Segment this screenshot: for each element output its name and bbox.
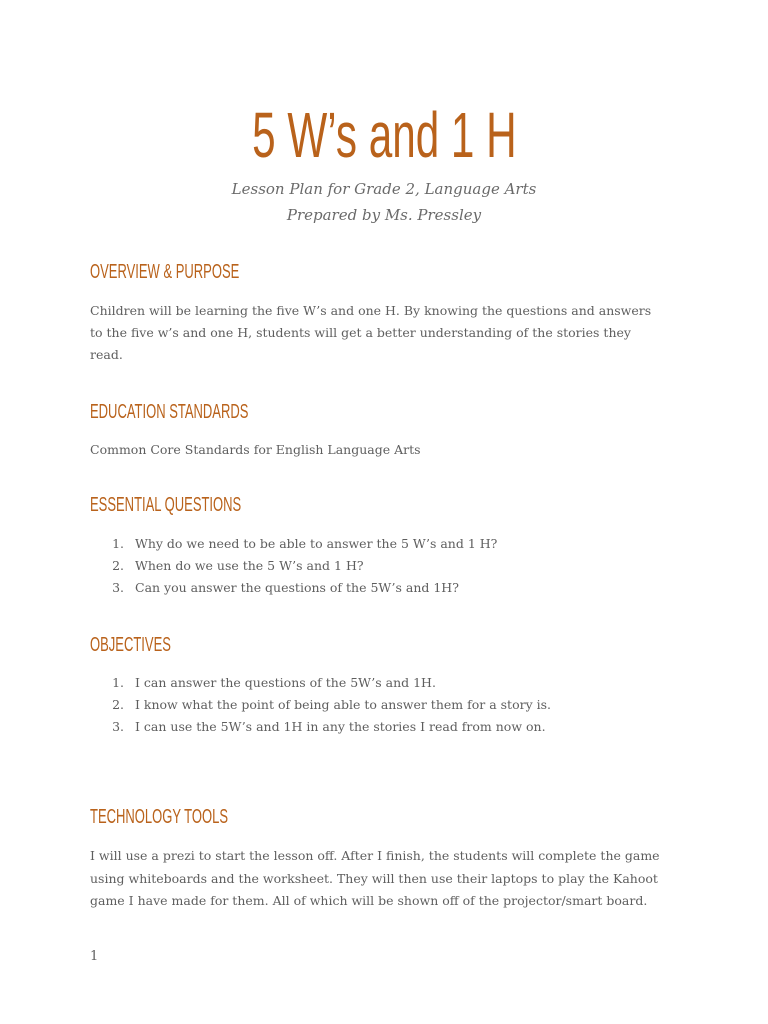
questions-list	[90, 533, 497, 599]
subtitle-line-author: Prepared by Ms. Pressley	[286, 206, 482, 224]
list-item	[90, 577, 497, 599]
section-heading-standards-text: EDUCATION STANDARDS	[90, 401, 249, 423]
section-heading-objectives	[90, 632, 214, 656]
list-item	[90, 672, 551, 694]
list-item-number: 2.	[112, 697, 124, 712]
list-item-number: 3.	[112, 719, 124, 734]
document-title	[0, 100, 768, 170]
list-item-text: Can you answer the questions of the 5W’s and 1H?	[135, 580, 459, 595]
section-heading-objectives-text: OBJECTIVES	[90, 634, 171, 656]
section-heading-questions	[90, 492, 323, 516]
list-item	[90, 555, 497, 577]
standards-paragraph: Common Core Standards for English Language Arts	[90, 442, 421, 457]
technology-paragraph: I will use a prezi to start the lesson off. After I finish, the students will complete the game using whiteboards and the worksheet. They will then use their laptops to play the Kahoot game I have made for them. All of which will be shown off of the projector/smart board.	[90, 848, 660, 908]
list-item-text: When do we use the 5 W’s and 1 H?	[135, 558, 364, 573]
list-item-text: I know what the point of being able to answer them for a story is.	[135, 697, 551, 712]
list-item	[90, 716, 551, 738]
list-item	[90, 694, 551, 716]
list-item	[90, 533, 497, 555]
overview-paragraph: Children will be learning the five W’s and one H. By knowing the questions and answers to the five w’s and one H, students will get a better understanding of the stories they read.	[90, 303, 652, 362]
list-item-text: I can use the 5W’s and 1H in any the stories I read from now on.	[135, 719, 546, 734]
list-item-number: 2.	[112, 558, 124, 573]
section-heading-overview-text: OVERVIEW & PURPOSE	[90, 261, 240, 283]
section-heading-questions-text: ESSENTIAL QUESTIONS	[90, 494, 242, 516]
section-heading-overview	[90, 259, 320, 283]
page-number: 1	[90, 949, 99, 964]
list-item-number: 1.	[112, 536, 124, 551]
document-title-text: 5 W’s and 1 H	[251, 99, 517, 171]
section-heading-technology	[90, 804, 302, 828]
list-item-number: 1.	[112, 675, 124, 690]
list-item-text: Why do we need to be able to answer the 5 W’s and 1 H?	[135, 536, 498, 551]
section-heading-technology-text: TECHNOLOGY TOOLS	[90, 806, 228, 828]
objectives-list	[90, 672, 551, 738]
list-item-number: 3.	[112, 580, 124, 595]
subtitle-line-grade: Lesson Plan for Grade 2, Language Arts	[231, 180, 537, 198]
section-heading-standards	[90, 399, 334, 423]
list-item-text: I can answer the questions of the 5W’s and 1H.	[135, 675, 436, 690]
